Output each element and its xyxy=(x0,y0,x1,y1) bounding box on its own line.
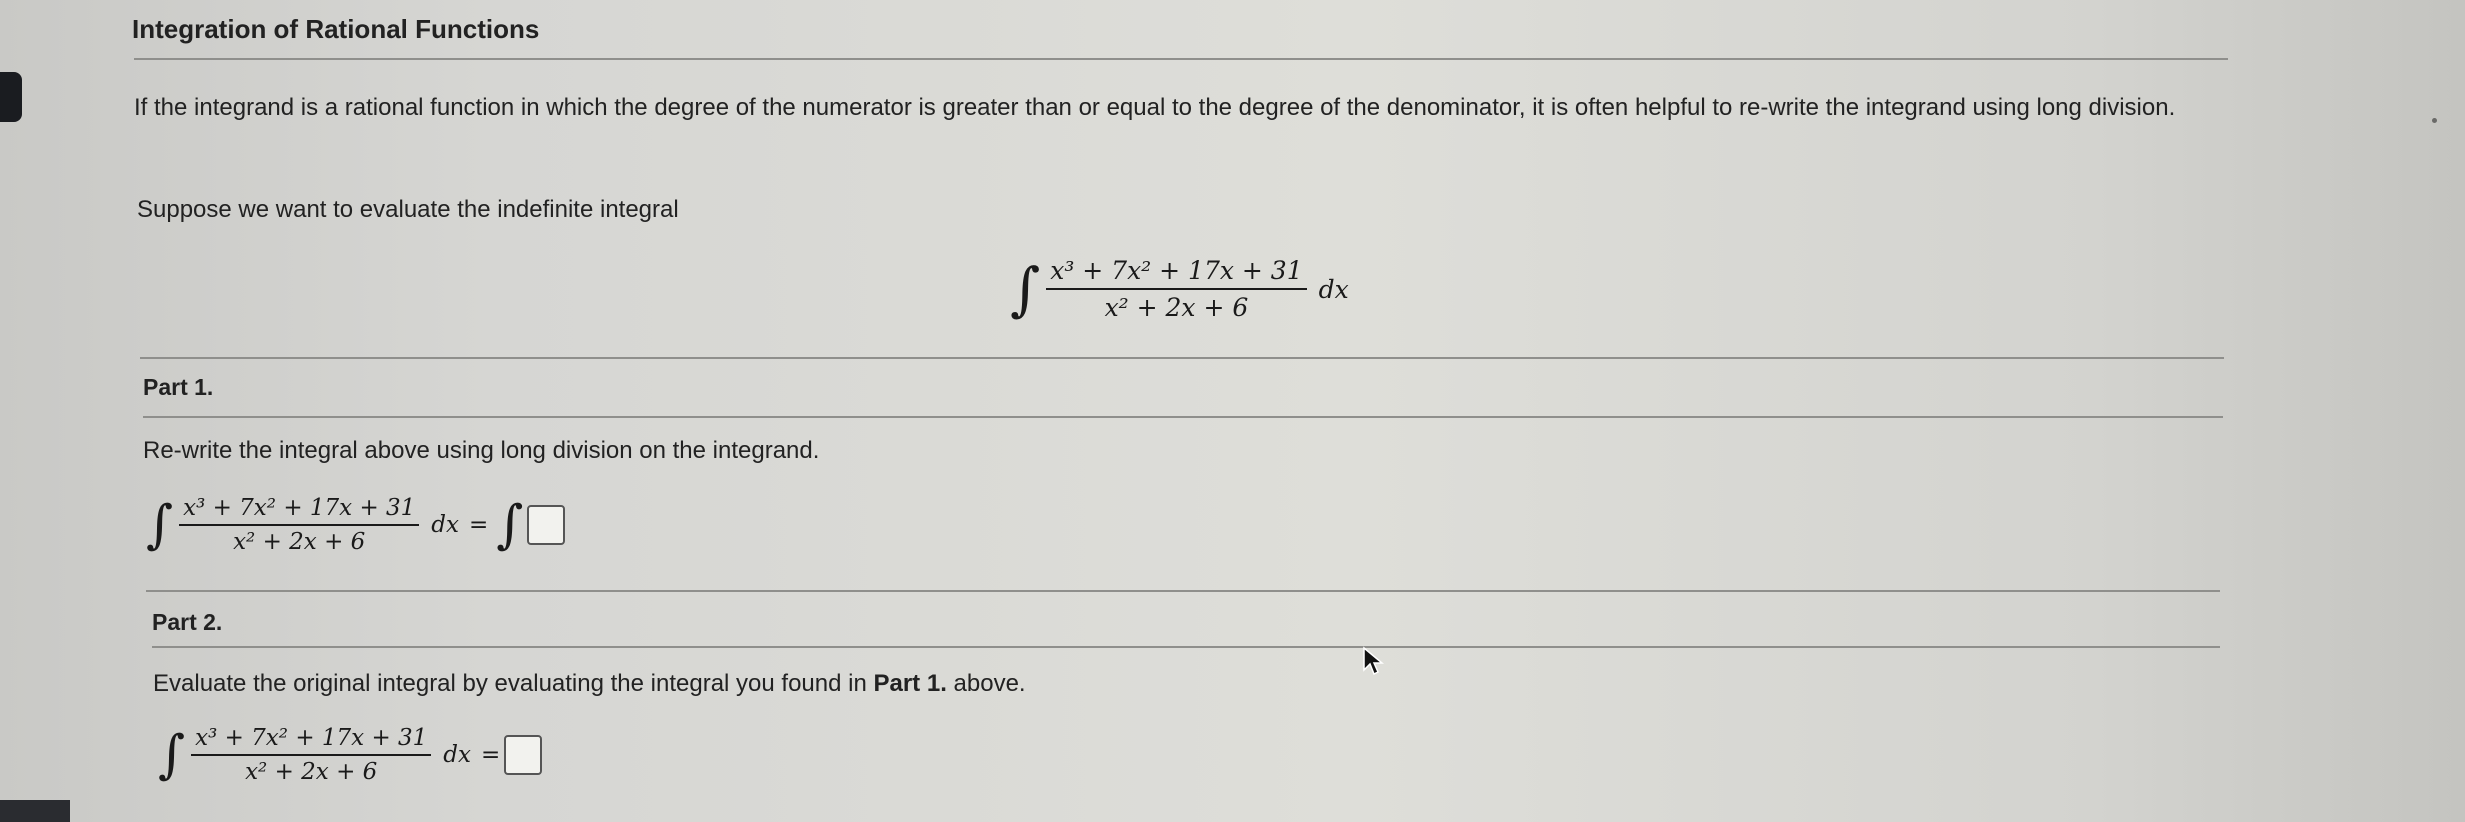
part1-divider xyxy=(146,590,2220,592)
part2-numerator: x³ + 7x² + 17x + 31 xyxy=(191,725,431,756)
bottom-left-bezel xyxy=(0,800,70,822)
part1-answer-integral-sign: ∫ xyxy=(496,495,524,555)
left-edge-bezel xyxy=(0,72,22,122)
part2-equation xyxy=(158,725,542,785)
intro-divider xyxy=(140,357,2224,359)
part1-numerator: x³ + 7x² + 17x + 31 xyxy=(179,495,419,526)
part2-answer-input[interactable] xyxy=(504,735,542,775)
part2-instruction-bold: Part 1. xyxy=(873,670,947,697)
part1-equation xyxy=(146,495,565,555)
integral-denominator: x² + 2x + 6 xyxy=(1104,293,1249,322)
part1-integral-sign: ∫ xyxy=(146,495,174,555)
intro-paragraph: If the integrand is a rational function in which the degree of the numerator is greater than or equal to the degree of the denominator, it is often helpful to re-write the integrand using long division. xyxy=(134,94,2176,121)
part1-instruction: Re-write the integral above using long division on the integrand. xyxy=(143,437,820,464)
part2-integral-sign: ∫ xyxy=(158,725,186,785)
integral-sign: ∫ xyxy=(1010,255,1041,323)
mouse-pointer-icon xyxy=(1362,646,1384,678)
part2-instruction-prefix: Evaluate the original integral by evaluating the integral you found in xyxy=(153,670,874,697)
part2-instruction xyxy=(153,666,1026,702)
part2-differential: dx xyxy=(443,742,471,768)
integral-differential: dx xyxy=(1318,274,1349,304)
part1-differential: dx xyxy=(431,512,459,538)
integral-numerator: x³ + 7x² + 17x + 31 xyxy=(1046,256,1306,290)
part1-answer-input[interactable] xyxy=(527,505,565,545)
suppose-text: Suppose we want to evaluate the indefinite integral xyxy=(137,196,679,223)
part2-fraction xyxy=(191,725,431,785)
edge-dot xyxy=(2432,118,2437,123)
part1-equals: = xyxy=(469,512,489,538)
part2-title: Part 2. xyxy=(152,609,223,635)
part2-instruction-suffix: above. xyxy=(946,670,1026,697)
part1-fraction xyxy=(179,495,419,555)
main-integral xyxy=(1010,255,1349,323)
integral-fraction xyxy=(1046,256,1306,322)
part2-equals: = xyxy=(481,742,501,768)
part1-title-divider xyxy=(143,416,2223,418)
part1-denominator: x² + 2x + 6 xyxy=(233,529,366,555)
part2-title-divider xyxy=(152,646,2220,648)
part1-title: Part 1. xyxy=(143,374,214,400)
title-divider xyxy=(134,58,2228,60)
part2-denominator: x² + 2x + 6 xyxy=(245,759,378,785)
page-title: Integration of Rational Functions xyxy=(132,14,540,44)
